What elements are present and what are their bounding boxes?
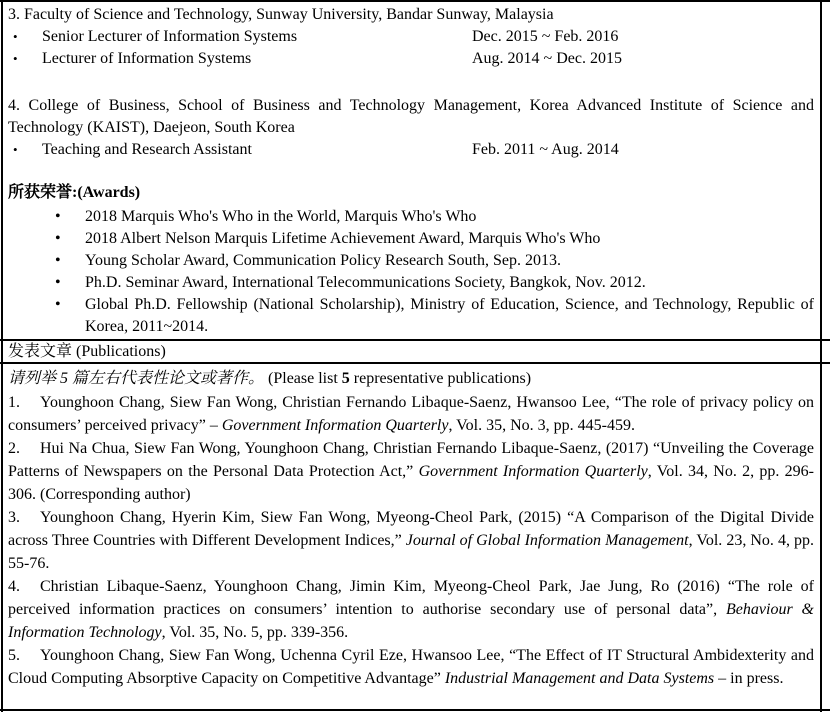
position-title: Senior Lecturer of Information Systems: [42, 28, 298, 45]
position-row: [8, 139, 814, 161]
awards-heading: 所获荣誉:(Awards): [8, 184, 141, 201]
publication-text: Hui Na Chua, Siew Fan Wong, Younghoon Chang, Christian Fernando Libaque-Saenz, (2017) “Unveiling the Coverage Patterns of Newspapers on the Personal Data Protection Act,” Government Information Quarterly, Vol. 34, No. 2, pp. 296-306. (Corresponding author): [8, 440, 814, 503]
publication-number: 4.: [8, 578, 20, 595]
award-text: 2018 Marquis Who's Who in the World, Marquis Who's Who: [85, 208, 477, 225]
bullet-icon: •: [55, 296, 61, 313]
position-row: [8, 26, 814, 48]
employment-section-3: [8, 4, 814, 70]
publications-section-heading: 发表文章 (Publications): [8, 343, 166, 360]
position-title: Teaching and Research Assistant: [42, 141, 252, 158]
publication-item: [8, 437, 814, 506]
bullet-icon: •: [13, 29, 18, 44]
bullet-icon: •: [55, 208, 61, 225]
publications-cell: [0, 364, 830, 712]
award-item: [8, 250, 814, 272]
award-text: Young Scholar Award, Communication Policy Research South, Sep. 2013.: [85, 252, 561, 269]
bullet-icon: •: [55, 252, 61, 269]
award-text: 2018 Albert Nelson Marquis Lifetime Achievement Award, Marquis Who's Who: [85, 230, 601, 247]
bullet-icon: •: [55, 274, 61, 291]
position-period: Feb. 2011 ~ Aug. 2014: [472, 141, 619, 158]
employment-section-4: [8, 95, 814, 161]
publication-item: [8, 575, 814, 644]
table-border-right: [820, 0, 822, 712]
publication-number: 5.: [8, 647, 20, 664]
award-item: [8, 294, 814, 338]
publication-item: [8, 506, 814, 575]
bullet-icon: •: [13, 51, 18, 66]
award-text: Ph.D. Seminar Award, International Telecommunications Society, Bangkok, Nov. 2012.: [85, 274, 646, 291]
table-border-top: [0, 0, 830, 2]
position-period: Dec. 2015 ~ Feb. 2016: [472, 28, 619, 45]
award-item: [8, 228, 814, 250]
publications-instruction: 请列举 5 篇左右代表性论文或著作。 (Please list 5 representative publications): [8, 370, 532, 387]
award-item: [8, 206, 814, 228]
publication-text: Younghoon Chang, Hyerin Kim, Siew Fan Wong, Myeong-Cheol Park, (2015) “A Comparison of the Digital Divide across Three Countries with Different Development Indices,” Journal of Global Information Management, Vol. 23, No. 4, pp. 55-76.: [8, 509, 815, 572]
publication-number: 2.: [8, 440, 20, 457]
publication-text: Christian Libaque-Saenz, Younghoon Chang, Jimin Kim, Myeong-Cheol Park, Jae Jung, Ro (2016) “The role of perceived information practices on consumers’ intention to authorise secondary use of personal data”, Behaviour & Information Technology, Vol. 35, No. 5, pp. 339-356.: [8, 578, 815, 641]
table-border-bottom: [0, 709, 830, 711]
employer-header: 3. Faculty of Science and Technology, Sunway University, Bandar Sunway, Malaysia: [8, 6, 554, 23]
award-item: [8, 272, 814, 294]
publication-number: 1.: [8, 394, 20, 411]
award-text: Global Ph.D. Fellowship (National Scholarship), Ministry of Education, Science, and Technology, Republic of Korea, 2011~2014.: [85, 296, 814, 335]
position-title: Lecturer of Information Systems: [42, 50, 252, 67]
position-row: [8, 48, 814, 70]
bullet-icon: •: [55, 230, 61, 247]
position-period: Aug. 2014 ~ Dec. 2015: [472, 50, 622, 67]
publication-item: [8, 391, 814, 437]
publication-text: Younghoon Chang, Siew Fan Wong, Uchenna Cyril Eze, Hwansoo Lee, “The Effect of IT Structural Ambidexterity and Cloud Computing Absorptive Capacity on Competitive Advantage” Industrial Management and Data Systems – in press.: [8, 647, 814, 687]
employer-header: 4. College of Business, School of Business and Technology Management, Korea Advanced Institute of Science and Technology (KAIST), Daejeon, South Korea: [8, 97, 814, 136]
publication-number: 3.: [8, 509, 20, 526]
publication-text: Younghoon Chang, Siew Fan Wong, Christian Fernando Libaque-Saenz, Hwansoo Lee, “The role of privacy policy on consumers’ perceived privacy” – Government Information Quarterly, Vol. 35, No. 3, pp. 445-459.: [8, 394, 814, 434]
publication-item: [8, 644, 814, 690]
table-border-left: [1, 0, 3, 712]
employment-and-awards-cell: [0, 0, 830, 339]
publications-section-header-cell: [0, 339, 830, 364]
bullet-icon: •: [13, 142, 18, 157]
